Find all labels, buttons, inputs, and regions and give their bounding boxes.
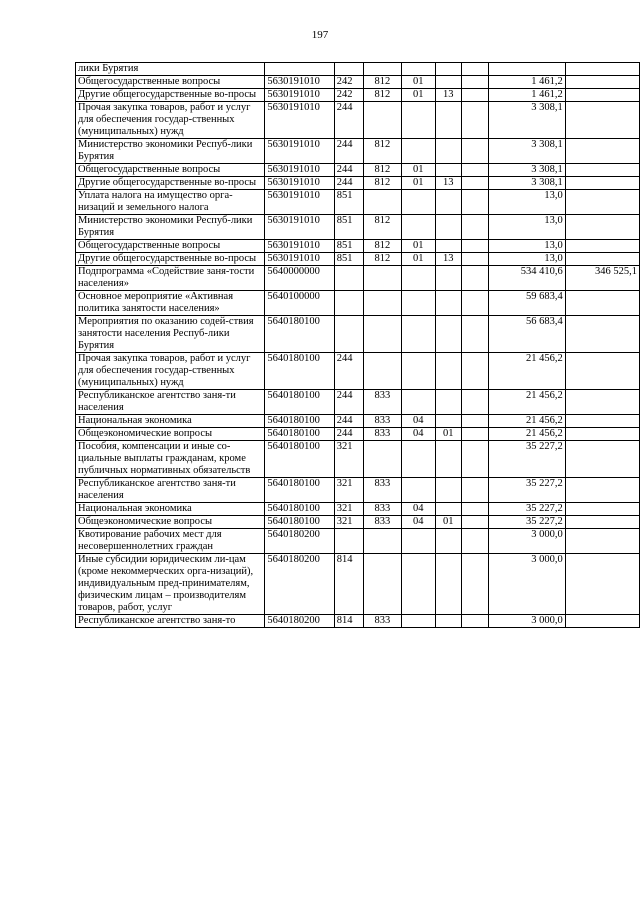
row-name-cell: Национальная экономика: [76, 415, 265, 428]
spacer-cell: [461, 415, 488, 428]
table-row: [76, 503, 640, 516]
amount-extra-cell: [565, 615, 639, 628]
amount-cell: 13,0: [488, 215, 565, 240]
administrator-code-cell: [363, 63, 402, 76]
row-name-cell: Национальная экономика: [76, 503, 265, 516]
amount-cell: 534 410,6: [488, 266, 565, 291]
table-row: [76, 529, 640, 554]
table-row: [76, 291, 640, 316]
administrator-code-cell: 812: [363, 76, 402, 89]
table-row: [76, 316, 640, 353]
administrator-code-cell: 833: [363, 390, 402, 415]
subsection-cell: [435, 139, 461, 164]
administrator-code-cell: [363, 441, 402, 478]
expense-type-cell: 244: [334, 428, 363, 441]
table-row: [76, 164, 640, 177]
amount-cell: 3 000,0: [488, 529, 565, 554]
table-row: [76, 415, 640, 428]
row-name-cell: Подпрограмма «Содействие заня-тости населения»: [76, 266, 265, 291]
administrator-code-cell: [363, 102, 402, 139]
amount-cell: 13,0: [488, 240, 565, 253]
table-row: [76, 615, 640, 628]
expense-type-cell: [334, 63, 363, 76]
expense-type-cell: 321: [334, 441, 363, 478]
target-article-cell: 5640180100: [265, 428, 334, 441]
subsection-cell: [435, 503, 461, 516]
spacer-cell: [461, 139, 488, 164]
amount-cell: 3 308,1: [488, 139, 565, 164]
administrator-code-cell: 833: [363, 415, 402, 428]
table-row: [76, 240, 640, 253]
spacer-cell: [461, 291, 488, 316]
amount-extra-cell: [565, 76, 639, 89]
subsection-cell: [435, 215, 461, 240]
section-cell: [402, 441, 435, 478]
target-article-cell: 5630191010: [265, 177, 334, 190]
page-number: 197: [311, 29, 329, 41]
amount-extra-cell: [565, 503, 639, 516]
amount-cell: 1 461,2: [488, 89, 565, 102]
section-cell: 01: [402, 240, 435, 253]
target-article-cell: 5640180200: [265, 529, 334, 554]
subsection-cell: [435, 240, 461, 253]
row-name-cell: Основное мероприятие «Активная политика занятости населения»: [76, 291, 265, 316]
spacer-cell: [461, 529, 488, 554]
expense-type-cell: 244: [334, 139, 363, 164]
table-row: [76, 102, 640, 139]
spacer-cell: [461, 441, 488, 478]
amount-extra-cell: [565, 529, 639, 554]
subsection-cell: [435, 190, 461, 215]
expense-type-cell: [334, 266, 363, 291]
spacer-cell: [461, 554, 488, 615]
expense-type-cell: [334, 316, 363, 353]
administrator-code-cell: [363, 190, 402, 215]
expense-type-cell: 244: [334, 102, 363, 139]
target-article-cell: 5630191010: [265, 139, 334, 164]
spacer-cell: [461, 428, 488, 441]
table-row: [76, 478, 640, 503]
spacer-cell: [461, 390, 488, 415]
row-name-cell: лики Бурятия: [76, 63, 265, 76]
amount-extra-cell: [565, 316, 639, 353]
row-name-cell: Пособия, компенсации и иные со-циальные выплаты гражданам, кроме публичных нормативных обязательств: [76, 441, 265, 478]
row-name-cell: Прочая закупка товаров, работ и услуг для обеспечения государ-ственных (муниципальных) нужд: [76, 353, 265, 390]
section-cell: 01: [402, 164, 435, 177]
target-article-cell: 5640180100: [265, 441, 334, 478]
section-cell: [402, 316, 435, 353]
target-article-cell: 5640100000: [265, 291, 334, 316]
subsection-cell: [435, 554, 461, 615]
section-cell: [402, 390, 435, 415]
subsection-cell: [435, 164, 461, 177]
subsection-cell: [435, 615, 461, 628]
section-cell: [402, 190, 435, 215]
amount-extra-cell: [565, 428, 639, 441]
administrator-code-cell: 833: [363, 516, 402, 529]
amount-cell: 35 227,2: [488, 516, 565, 529]
subsection-cell: [435, 529, 461, 554]
administrator-code-cell: 812: [363, 177, 402, 190]
expense-type-cell: 244: [334, 177, 363, 190]
section-cell: 04: [402, 516, 435, 529]
expense-type-cell: 851: [334, 240, 363, 253]
amount-cell: 3 000,0: [488, 615, 565, 628]
administrator-code-cell: [363, 529, 402, 554]
expense-type-cell: 321: [334, 516, 363, 529]
table-body: [76, 63, 640, 628]
subsection-cell: [435, 266, 461, 291]
spacer-cell: [461, 215, 488, 240]
target-article-cell: 5640180100: [265, 503, 334, 516]
subsection-cell: [435, 441, 461, 478]
table-row: [76, 554, 640, 615]
administrator-code-cell: 812: [363, 253, 402, 266]
spacer-cell: [461, 253, 488, 266]
administrator-code-cell: [363, 554, 402, 615]
row-name-cell: Общегосударственные вопросы: [76, 240, 265, 253]
table-row: [76, 253, 640, 266]
row-name-cell: Иные субсидии юридическим ли-цам (кроме некоммерческих орга-низаций), индивидуальным пред-принимателям, физическим лицам – производителям товаров, работ, услуг: [76, 554, 265, 615]
spacer-cell: [461, 102, 488, 139]
amount-extra-cell: [565, 164, 639, 177]
section-cell: [402, 554, 435, 615]
spacer-cell: [461, 478, 488, 503]
administrator-code-cell: [363, 316, 402, 353]
subsection-cell: 13: [435, 253, 461, 266]
spacer-cell: [461, 240, 488, 253]
table-row: [76, 89, 640, 102]
target-article-cell: 5640180100: [265, 516, 334, 529]
table-row: [76, 190, 640, 215]
amount-extra-cell: [565, 516, 639, 529]
administrator-code-cell: 833: [363, 428, 402, 441]
spacer-cell: [461, 190, 488, 215]
spacer-cell: [461, 76, 488, 89]
section-cell: [402, 63, 435, 76]
amount-extra-cell: [565, 390, 639, 415]
expense-type-cell: 242: [334, 76, 363, 89]
subsection-cell: [435, 63, 461, 76]
expense-type-cell: 814: [334, 615, 363, 628]
amount-extra-cell: [565, 102, 639, 139]
target-article-cell: 5630191010: [265, 253, 334, 266]
section-cell: 04: [402, 428, 435, 441]
target-article-cell: 5630191010: [265, 76, 334, 89]
table-row: [76, 516, 640, 529]
amount-extra-cell: [565, 441, 639, 478]
administrator-code-cell: 833: [363, 478, 402, 503]
subsection-cell: [435, 291, 461, 316]
amount-extra-cell: [565, 63, 639, 76]
section-cell: 01: [402, 253, 435, 266]
expense-type-cell: 244: [334, 390, 363, 415]
spacer-cell: [461, 516, 488, 529]
target-article-cell: 5630191010: [265, 89, 334, 102]
target-article-cell: 5640000000: [265, 266, 334, 291]
expense-type-cell: [334, 291, 363, 316]
administrator-code-cell: [363, 266, 402, 291]
expense-type-cell: [334, 529, 363, 554]
section-cell: [402, 615, 435, 628]
row-name-cell: Министерство экономики Респуб-лики Бурятия: [76, 139, 265, 164]
target-article-cell: 5630191010: [265, 164, 334, 177]
table-row: [76, 177, 640, 190]
administrator-code-cell: 833: [363, 503, 402, 516]
administrator-code-cell: [363, 353, 402, 390]
spacer-cell: [461, 177, 488, 190]
administrator-code-cell: 812: [363, 164, 402, 177]
target-article-cell: 5630191010: [265, 215, 334, 240]
row-name-cell: Общегосударственные вопросы: [76, 164, 265, 177]
amount-extra-cell: [565, 139, 639, 164]
amount-extra-cell: [565, 415, 639, 428]
section-cell: 01: [402, 76, 435, 89]
amount-cell: 3 308,1: [488, 177, 565, 190]
target-article-cell: 5640180100: [265, 390, 334, 415]
amount-cell: 21 456,2: [488, 415, 565, 428]
expense-type-cell: 244: [334, 415, 363, 428]
section-cell: [402, 529, 435, 554]
row-name-cell: Мероприятия по оказанию содей-ствия занятости населения Респуб-лики Бурятия: [76, 316, 265, 353]
amount-cell: 35 227,2: [488, 503, 565, 516]
expense-type-cell: 851: [334, 190, 363, 215]
subsection-cell: 01: [435, 428, 461, 441]
row-name-cell: Общеэкономические вопросы: [76, 516, 265, 529]
target-article-cell: [265, 63, 334, 76]
section-cell: [402, 291, 435, 316]
spacer-cell: [461, 89, 488, 102]
target-article-cell: 5640180100: [265, 316, 334, 353]
subsection-cell: [435, 390, 461, 415]
expense-type-cell: 321: [334, 478, 363, 503]
expense-type-cell: 242: [334, 89, 363, 102]
spacer-cell: [461, 615, 488, 628]
amount-cell: 21 456,2: [488, 390, 565, 415]
row-name-cell: Общеэкономические вопросы: [76, 428, 265, 441]
row-name-cell: Республиканское агентство заня-то: [76, 615, 265, 628]
amount-cell: 21 456,2: [488, 353, 565, 390]
table-row: [76, 76, 640, 89]
section-cell: [402, 102, 435, 139]
amount-extra-cell: [565, 177, 639, 190]
administrator-code-cell: 812: [363, 89, 402, 102]
amount-cell: 56 683,4: [488, 316, 565, 353]
administrator-code-cell: 812: [363, 215, 402, 240]
expense-type-cell: 321: [334, 503, 363, 516]
amount-cell: 3 000,0: [488, 554, 565, 615]
row-name-cell: Общегосударственные вопросы: [76, 76, 265, 89]
table-row: [76, 390, 640, 415]
row-name-cell: Другие общегосударственные во-просы: [76, 177, 265, 190]
row-name-cell: Министерство экономики Респуб-лики Бурятия: [76, 215, 265, 240]
section-cell: 01: [402, 177, 435, 190]
subsection-cell: [435, 415, 461, 428]
section-cell: [402, 139, 435, 164]
row-name-cell: Другие общегосударственные во-просы: [76, 253, 265, 266]
target-article-cell: 5630191010: [265, 240, 334, 253]
table-row: [76, 215, 640, 240]
section-cell: [402, 215, 435, 240]
target-article-cell: 5630191010: [265, 102, 334, 139]
amount-cell: 21 456,2: [488, 428, 565, 441]
subsection-cell: [435, 316, 461, 353]
amount-cell: 13,0: [488, 190, 565, 215]
subsection-cell: 13: [435, 177, 461, 190]
amount-extra-cell: [565, 253, 639, 266]
subsection-cell: 13: [435, 89, 461, 102]
amount-cell: 3 308,1: [488, 102, 565, 139]
administrator-code-cell: [363, 291, 402, 316]
amount-extra-cell: [565, 478, 639, 503]
expense-type-cell: 851: [334, 253, 363, 266]
section-cell: [402, 478, 435, 503]
amount-cell: 35 227,2: [488, 478, 565, 503]
spacer-cell: [461, 63, 488, 76]
section-cell: [402, 353, 435, 390]
row-name-cell: Республиканское агентство заня-ти населения: [76, 390, 265, 415]
subsection-cell: [435, 76, 461, 89]
target-article-cell: 5640180200: [265, 615, 334, 628]
spacer-cell: [461, 503, 488, 516]
table-row: [76, 441, 640, 478]
table-row: [76, 428, 640, 441]
spacer-cell: [461, 164, 488, 177]
spacer-cell: [461, 353, 488, 390]
amount-extra-cell: [565, 240, 639, 253]
subsection-cell: [435, 102, 461, 139]
target-article-cell: 5640180200: [265, 554, 334, 615]
row-name-cell: Уплата налога на имущество орга-низаций и земельного налога: [76, 190, 265, 215]
section-cell: 04: [402, 503, 435, 516]
administrator-code-cell: 812: [363, 240, 402, 253]
amount-extra-cell: [565, 89, 639, 102]
amount-cell: 13,0: [488, 253, 565, 266]
subsection-cell: 01: [435, 516, 461, 529]
expense-type-cell: 244: [334, 164, 363, 177]
target-article-cell: 5640180100: [265, 353, 334, 390]
amount-extra-cell: 346 525,1: [565, 266, 639, 291]
row-name-cell: Квотирование рабочих мест для несовершеннолетних граждан: [76, 529, 265, 554]
administrator-code-cell: 812: [363, 139, 402, 164]
subsection-cell: [435, 353, 461, 390]
amount-cell: 35 227,2: [488, 441, 565, 478]
amount-cell: 3 308,1: [488, 164, 565, 177]
budget-table: [75, 62, 640, 628]
amount-extra-cell: [565, 554, 639, 615]
section-cell: 04: [402, 415, 435, 428]
table-row: [76, 139, 640, 164]
target-article-cell: 5640180100: [265, 478, 334, 503]
target-article-cell: 5630191010: [265, 190, 334, 215]
amount-extra-cell: [565, 190, 639, 215]
table-row: [76, 63, 640, 76]
table-row: [76, 266, 640, 291]
expense-type-cell: 244: [334, 353, 363, 390]
amount-cell: 1 461,2: [488, 76, 565, 89]
expense-type-cell: 814: [334, 554, 363, 615]
amount-cell: 59 683,4: [488, 291, 565, 316]
section-cell: 01: [402, 89, 435, 102]
spacer-cell: [461, 266, 488, 291]
administrator-code-cell: 833: [363, 615, 402, 628]
table-row: [76, 353, 640, 390]
row-name-cell: Республиканское агентство заня-ти населения: [76, 478, 265, 503]
row-name-cell: Другие общегосударственные во-просы: [76, 89, 265, 102]
amount-cell: [488, 63, 565, 76]
row-name-cell: Прочая закупка товаров, работ и услуг для обеспечения государ-ственных (муниципальных) нужд: [76, 102, 265, 139]
target-article-cell: 5640180100: [265, 415, 334, 428]
amount-extra-cell: [565, 215, 639, 240]
subsection-cell: [435, 478, 461, 503]
amount-extra-cell: [565, 353, 639, 390]
section-cell: [402, 266, 435, 291]
spacer-cell: [461, 316, 488, 353]
expense-type-cell: 851: [334, 215, 363, 240]
amount-extra-cell: [565, 291, 639, 316]
